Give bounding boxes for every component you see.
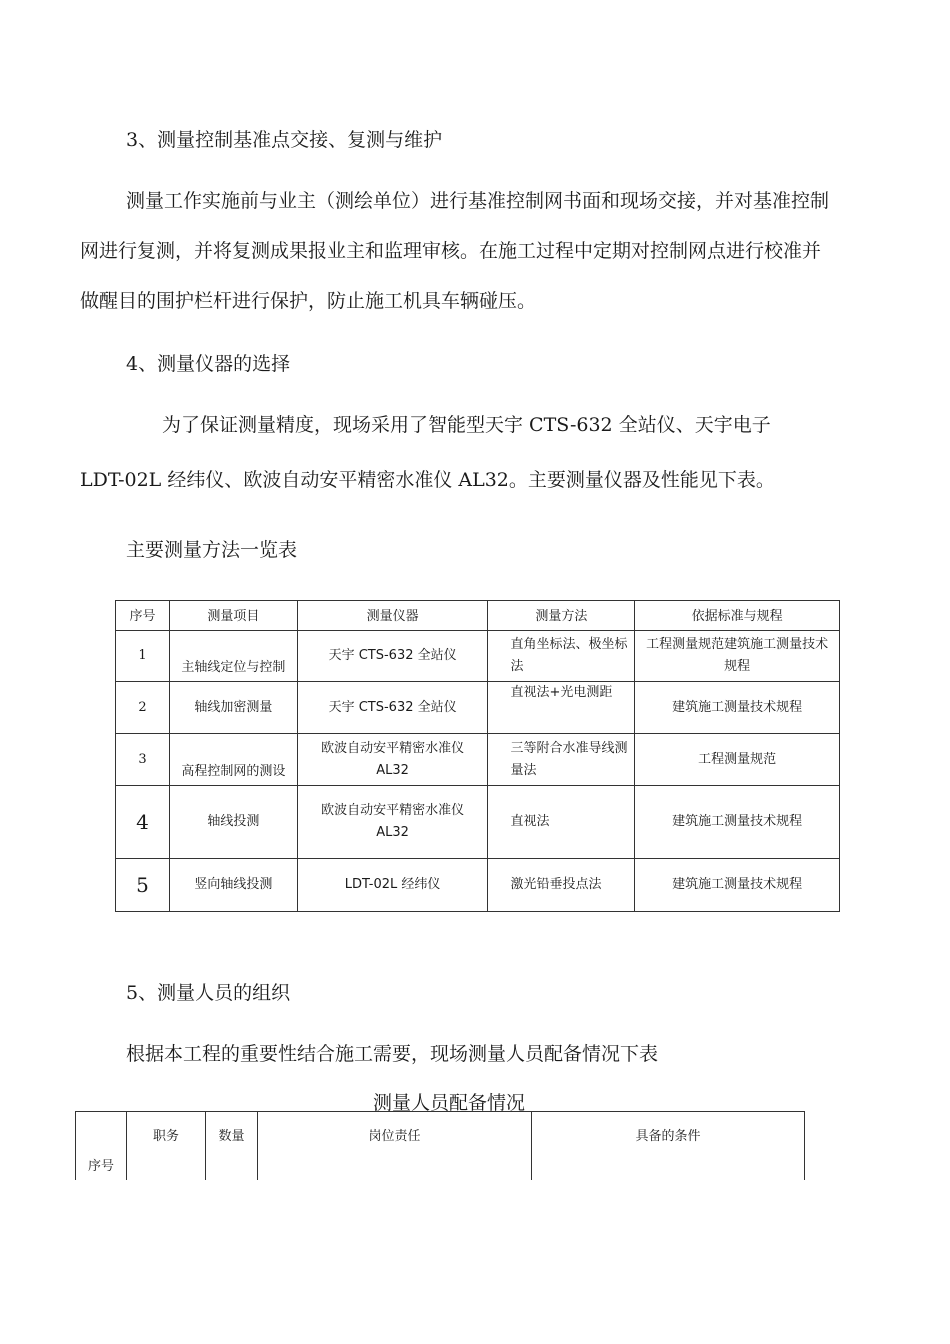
section-5-heading: 5、测量人员的组织 bbox=[126, 982, 291, 1004]
header-cell: 岗位责任 bbox=[258, 1112, 532, 1181]
header-cell: 数量 bbox=[206, 1112, 258, 1181]
instrument: 欧波自动安平精密水准仪 AL32 bbox=[297, 734, 488, 786]
standard: 建筑施工测量技术规程 bbox=[635, 859, 840, 912]
header-cell: 职务 bbox=[127, 1112, 206, 1181]
section-3-para-line-1: 测量工作实施前与业主（测绘单位）进行基准控制网书面和现场交接，并对基准控制 bbox=[126, 190, 830, 212]
table-header-row bbox=[116, 601, 840, 631]
table-row bbox=[116, 786, 840, 859]
header-cell: 序号 bbox=[116, 601, 170, 631]
header-cell: 依据标准与规程 bbox=[635, 601, 840, 631]
method: 直视法+光电测距 bbox=[488, 682, 635, 734]
header-cell: 测量方法 bbox=[488, 601, 635, 631]
row-number: 3 bbox=[116, 734, 170, 786]
section-3-para-line-2: 网进行复测，并将复测成果报业主和监理审核。在施工过程中定期对控制网点进行校准并 bbox=[80, 240, 822, 262]
table-row bbox=[116, 682, 840, 734]
row-number: 2 bbox=[116, 682, 170, 734]
table-header-row bbox=[76, 1112, 805, 1181]
section-4-para-line-2: LDT-02L 经纬仪、欧波自动安平精密水准仪 AL32。主要测量仪器及性能见下表。 bbox=[80, 469, 775, 491]
section-5-para: 根据本工程的重要性结合施工需要，现场测量人员配备情况下表 bbox=[126, 1043, 659, 1065]
instrument: 欧波自动安平精密水准仪 AL32 bbox=[297, 786, 488, 859]
header-cell: 测量项目 bbox=[169, 601, 297, 631]
table-row bbox=[116, 859, 840, 912]
header-cell: 序号 bbox=[76, 1112, 127, 1181]
measurement-item: 主轴线定位与控制 bbox=[169, 631, 297, 682]
table-1-caption: 主要测量方法一览表 bbox=[126, 539, 298, 561]
measurement-item: 高程控制网的测设 bbox=[169, 734, 297, 786]
table-row bbox=[116, 734, 840, 786]
measurement-item: 竖向轴线投测 bbox=[169, 859, 297, 912]
standard: 建筑施工测量技术规程 bbox=[635, 786, 840, 859]
standard: 建筑施工测量技术规程 bbox=[635, 682, 840, 734]
measurement-methods-table bbox=[115, 600, 840, 912]
section-3-para-line-3: 做醒目的围护栏杆进行保护，防止施工机具车辆碰压。 bbox=[80, 290, 537, 312]
row-number: 4 bbox=[116, 786, 170, 859]
instrument: 天宇 CTS-632 全站仪 bbox=[297, 631, 488, 682]
method: 直视法 bbox=[488, 786, 635, 859]
staff-table bbox=[75, 1111, 805, 1180]
row-number: 5 bbox=[116, 859, 170, 912]
section-3-heading: 3、测量控制基准点交接、复测与维护 bbox=[126, 129, 443, 151]
measurement-item: 轴线投测 bbox=[169, 786, 297, 859]
standard: 工程测量规范 bbox=[635, 734, 840, 786]
method: 激光铅垂投点法 bbox=[488, 859, 635, 912]
row-number: 1 bbox=[116, 631, 170, 682]
header-cell: 测量仪器 bbox=[297, 601, 488, 631]
method: 直角坐标法、极坐标法 bbox=[488, 631, 635, 682]
header-cell: 具备的条件 bbox=[532, 1112, 805, 1181]
standard: 工程测量规范建筑施工测量技术规程 bbox=[635, 631, 840, 682]
instrument: LDT-02L 经纬仪 bbox=[297, 859, 488, 912]
table-row bbox=[116, 631, 840, 682]
table-2-caption: 测量人员配备情况 bbox=[373, 1092, 526, 1114]
method: 三等附合水准导线测量法 bbox=[488, 734, 635, 786]
instrument: 天宇 CTS-632 全站仪 bbox=[297, 682, 488, 734]
section-4-para-line-1: 为了保证测量精度，现场采用了智能型天宇 CTS-632 全站仪、天宇电子 bbox=[162, 414, 771, 436]
measurement-item: 轴线加密测量 bbox=[169, 682, 297, 734]
section-4-heading: 4、测量仪器的选择 bbox=[126, 353, 291, 375]
